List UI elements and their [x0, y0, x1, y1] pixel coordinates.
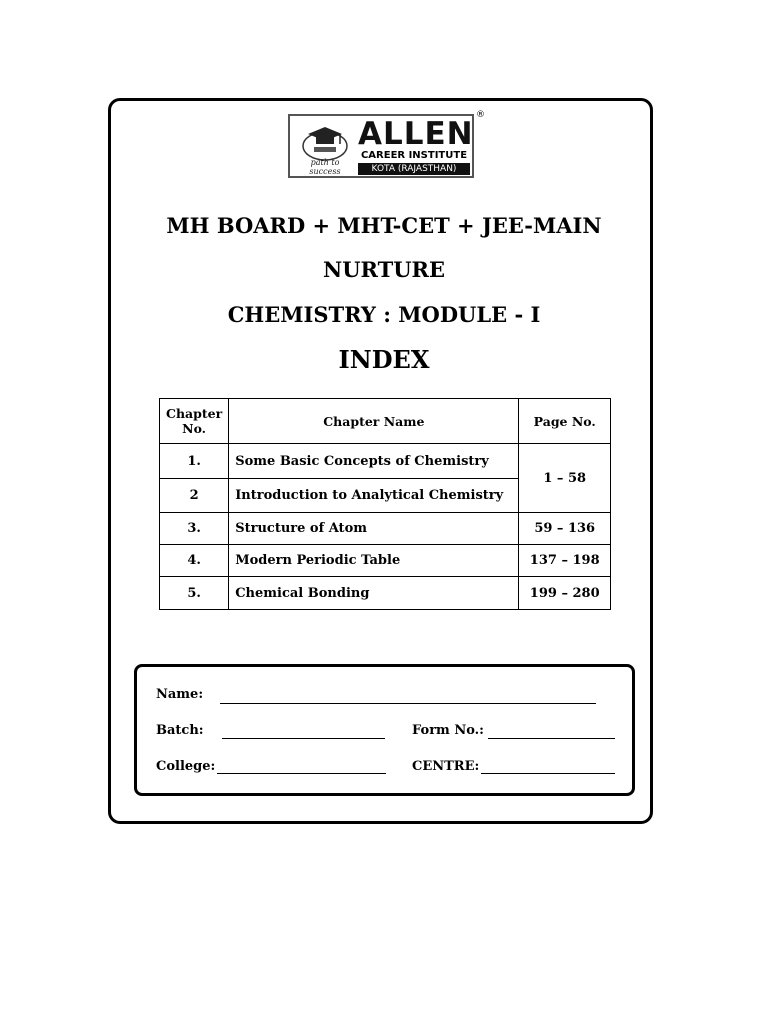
student-details-box [134, 664, 635, 796]
logo-brand: ALLEN [358, 116, 474, 152]
table-row [160, 444, 611, 479]
chapter-name: Some Basic Concepts of Chemistry [229, 444, 519, 479]
batch-label: Batch: [156, 723, 204, 738]
heading-exam: MH BOARD + MHT-CET + JEE-MAIN [166, 213, 602, 238]
table-row [160, 545, 611, 577]
heading-module: CHEMISTRY : MODULE - I [227, 302, 541, 327]
table-header-row [160, 399, 611, 444]
form-no-label: Form No.: [412, 723, 484, 738]
form-no-field-line[interactable] [488, 738, 615, 739]
table-row [160, 577, 611, 610]
logo-tagline: path to success [309, 158, 341, 176]
heading-program: NURTURE [323, 257, 445, 282]
heading-index: INDEX [338, 345, 430, 374]
index-table [159, 398, 611, 610]
centre-label: CENTRE: [412, 759, 480, 774]
name-field-line[interactable] [220, 703, 596, 704]
header-chapter-name: Chapter Name [229, 399, 519, 444]
page-range: 1 – 58 [519, 444, 611, 513]
chapter-no: 4. [160, 545, 229, 577]
page-range: 199 – 280 [519, 577, 611, 610]
registered-mark: ® [476, 110, 485, 120]
chapter-name: Structure of Atom [229, 513, 519, 545]
logo-location: KOTA (RAJASTHAN) [358, 163, 470, 175]
chapter-no: 3. [160, 513, 229, 545]
centre-field-line[interactable] [481, 773, 615, 774]
college-label: College: [156, 759, 216, 774]
chapter-no: 5. [160, 577, 229, 610]
batch-field-line[interactable] [222, 738, 385, 739]
chapter-name: Chemical Bonding [229, 577, 519, 610]
chapter-name: Modern Periodic Table [229, 545, 519, 577]
header-page-no: Page No. [519, 399, 611, 444]
chapter-no: 1. [160, 444, 229, 479]
page-range: 137 – 198 [519, 545, 611, 577]
page-range: 59 – 136 [519, 513, 611, 545]
college-field-line[interactable] [217, 773, 386, 774]
chapter-no: 2 [160, 479, 229, 513]
header-chapter-no: Chapter No. [160, 399, 229, 444]
allen-logo [288, 114, 474, 178]
name-label: Name: [156, 687, 204, 702]
chapter-name: Introduction to Analytical Chemistry [229, 479, 519, 513]
table-row [160, 513, 611, 545]
logo-subtitle: CAREER INSTITUTE [360, 150, 468, 161]
